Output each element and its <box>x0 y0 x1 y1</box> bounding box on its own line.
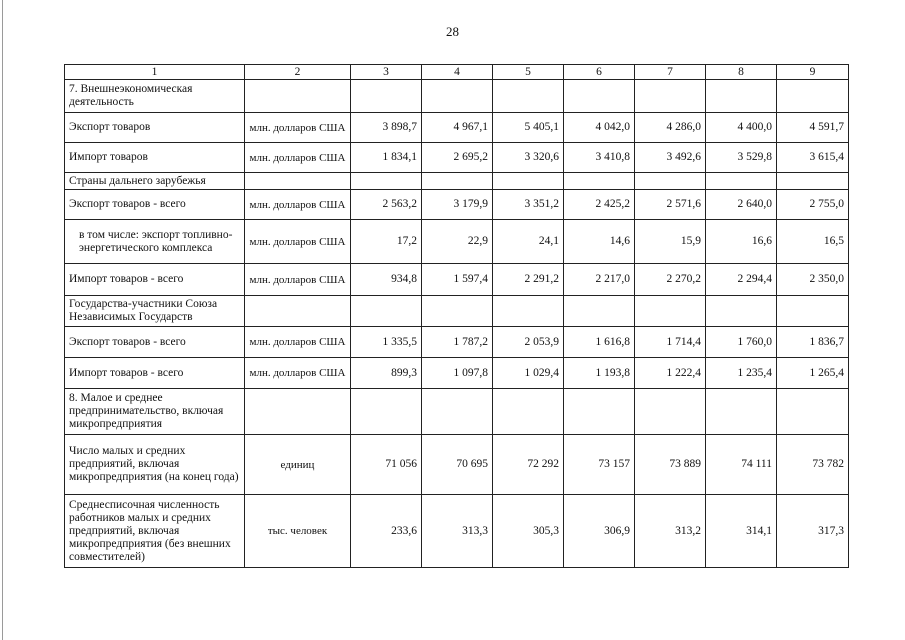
row-value: 3 179,9 <box>422 190 493 220</box>
row-value: 305,3 <box>493 495 564 568</box>
row-label: Число малых и средних предприятий, включая микропредприятия (на конец года) <box>65 435 245 495</box>
row-unit: млн. долларов США <box>245 327 351 358</box>
statistics-table <box>64 64 849 568</box>
row-label: Экспорт товаров - всего <box>65 327 245 358</box>
table-row <box>65 495 849 568</box>
row-value: 317,3 <box>777 495 849 568</box>
row-value: 3 898,7 <box>351 113 422 143</box>
row-unit <box>245 389 351 435</box>
row-label: Страны дальнего зарубежья <box>65 173 245 190</box>
row-value: 17,2 <box>351 220 422 264</box>
row-unit: млн. долларов США <box>245 358 351 389</box>
row-value <box>706 296 777 327</box>
table-row <box>65 264 849 296</box>
table-row <box>65 358 849 389</box>
row-value: 2 640,0 <box>706 190 777 220</box>
row-value: 1 597,4 <box>422 264 493 296</box>
row-value: 1 760,0 <box>706 327 777 358</box>
row-value: 24,1 <box>493 220 564 264</box>
row-value <box>706 173 777 190</box>
column-header: 7 <box>635 65 706 80</box>
row-value: 3 351,2 <box>493 190 564 220</box>
row-value <box>635 80 706 113</box>
row-value <box>777 296 849 327</box>
row-value <box>777 389 849 435</box>
row-value: 4 591,7 <box>777 113 849 143</box>
row-value: 73 782 <box>777 435 849 495</box>
row-unit: млн. долларов США <box>245 143 351 173</box>
row-value <box>422 173 493 190</box>
row-unit: млн. долларов США <box>245 113 351 143</box>
row-value: 1 335,5 <box>351 327 422 358</box>
row-value: 15,9 <box>635 220 706 264</box>
row-value: 2 425,2 <box>564 190 635 220</box>
row-value <box>493 296 564 327</box>
row-value: 2 571,6 <box>635 190 706 220</box>
row-value: 934,8 <box>351 264 422 296</box>
row-value: 16,6 <box>706 220 777 264</box>
table-row-section-cis <box>65 296 849 327</box>
row-unit <box>245 296 351 327</box>
row-label: Экспорт товаров <box>65 113 245 143</box>
column-header: 1 <box>65 65 245 80</box>
row-value: 5 405,1 <box>493 113 564 143</box>
row-value: 313,3 <box>422 495 493 568</box>
row-label: Импорт товаров - всего <box>65 264 245 296</box>
row-value: 71 056 <box>351 435 422 495</box>
column-header: 9 <box>777 65 849 80</box>
row-value: 2 291,2 <box>493 264 564 296</box>
row-value: 1 029,4 <box>493 358 564 389</box>
row-value: 4 286,0 <box>635 113 706 143</box>
row-value: 306,9 <box>564 495 635 568</box>
row-value: 2 270,2 <box>635 264 706 296</box>
row-value: 899,3 <box>351 358 422 389</box>
row-label: 7. Внешнеэкономическая деятельность <box>65 80 245 113</box>
row-value: 1 265,4 <box>777 358 849 389</box>
row-value: 2 217,0 <box>564 264 635 296</box>
row-value: 73 157 <box>564 435 635 495</box>
row-value <box>493 80 564 113</box>
row-value <box>351 296 422 327</box>
row-value: 4 967,1 <box>422 113 493 143</box>
row-value: 1 834,1 <box>351 143 422 173</box>
row-unit: единиц <box>245 435 351 495</box>
row-value <box>422 296 493 327</box>
row-value: 2 755,0 <box>777 190 849 220</box>
row-label: Импорт товаров <box>65 143 245 173</box>
row-value <box>564 389 635 435</box>
row-value: 1 836,7 <box>777 327 849 358</box>
row-value: 1 222,4 <box>635 358 706 389</box>
column-header: 5 <box>493 65 564 80</box>
row-value: 3 615,4 <box>777 143 849 173</box>
row-value <box>493 389 564 435</box>
table-row <box>65 190 849 220</box>
row-value <box>706 389 777 435</box>
page-number: 28 <box>446 24 459 39</box>
row-value <box>635 389 706 435</box>
row-value: 233,6 <box>351 495 422 568</box>
row-label: Государства-участники Союза Независимых Государств <box>65 296 245 327</box>
row-value: 4 042,0 <box>564 113 635 143</box>
row-value: 313,2 <box>635 495 706 568</box>
page-edge <box>2 0 3 640</box>
row-unit: млн. долларов США <box>245 220 351 264</box>
row-unit: млн. долларов США <box>245 264 351 296</box>
row-value <box>422 389 493 435</box>
row-value: 3 410,8 <box>564 143 635 173</box>
table-row-section-small-business <box>65 389 849 435</box>
row-value: 2 294,4 <box>706 264 777 296</box>
row-value <box>422 80 493 113</box>
table-row <box>65 435 849 495</box>
row-value: 2 563,2 <box>351 190 422 220</box>
row-value: 22,9 <box>422 220 493 264</box>
row-value <box>777 173 849 190</box>
row-unit: млн. долларов США <box>245 190 351 220</box>
row-value: 1 616,8 <box>564 327 635 358</box>
row-unit <box>245 80 351 113</box>
row-label: 8. Малое и среднее предпринимательство, включая микропредприятия <box>65 389 245 435</box>
row-value <box>564 173 635 190</box>
column-header: 4 <box>422 65 493 80</box>
row-value: 1 235,4 <box>706 358 777 389</box>
row-value <box>777 80 849 113</box>
column-header: 2 <box>245 65 351 80</box>
row-value <box>351 80 422 113</box>
row-unit: тыс. человек <box>245 495 351 568</box>
row-value: 3 492,6 <box>635 143 706 173</box>
row-value <box>635 296 706 327</box>
row-label: в том числе: экспорт топливно-энергетического комплекса <box>65 220 245 264</box>
row-value: 1 714,4 <box>635 327 706 358</box>
row-value: 16,5 <box>777 220 849 264</box>
row-label: Среднесписочная численность работников малых и средних предприятий, включая микропредприятия (без внешних совместителей) <box>65 495 245 568</box>
row-value <box>564 80 635 113</box>
table-row <box>65 113 849 143</box>
row-value <box>493 173 564 190</box>
row-value: 314,1 <box>706 495 777 568</box>
column-header: 3 <box>351 65 422 80</box>
row-value <box>351 173 422 190</box>
row-value: 73 889 <box>635 435 706 495</box>
row-value: 2 695,2 <box>422 143 493 173</box>
table-row-section-far-abroad <box>65 173 849 190</box>
row-label: Импорт товаров - всего <box>65 358 245 389</box>
table-row <box>65 220 849 264</box>
row-value: 74 111 <box>706 435 777 495</box>
row-unit <box>245 173 351 190</box>
row-value: 14,6 <box>564 220 635 264</box>
row-value: 2 350,0 <box>777 264 849 296</box>
row-value <box>564 296 635 327</box>
row-label: Экспорт товаров - всего <box>65 190 245 220</box>
row-value: 2 053,9 <box>493 327 564 358</box>
row-value <box>351 389 422 435</box>
row-value: 1 097,8 <box>422 358 493 389</box>
row-value: 1 193,8 <box>564 358 635 389</box>
row-value: 72 292 <box>493 435 564 495</box>
row-value <box>706 80 777 113</box>
row-value: 4 400,0 <box>706 113 777 143</box>
table-row <box>65 143 849 173</box>
row-value: 3 529,8 <box>706 143 777 173</box>
row-value: 3 320,6 <box>493 143 564 173</box>
table-row <box>65 327 849 358</box>
row-value <box>635 173 706 190</box>
table-row-section-foreign-trade <box>65 80 849 113</box>
row-value: 70 695 <box>422 435 493 495</box>
header-row <box>65 65 849 80</box>
column-header: 8 <box>706 65 777 80</box>
column-header: 6 <box>564 65 635 80</box>
row-value: 1 787,2 <box>422 327 493 358</box>
